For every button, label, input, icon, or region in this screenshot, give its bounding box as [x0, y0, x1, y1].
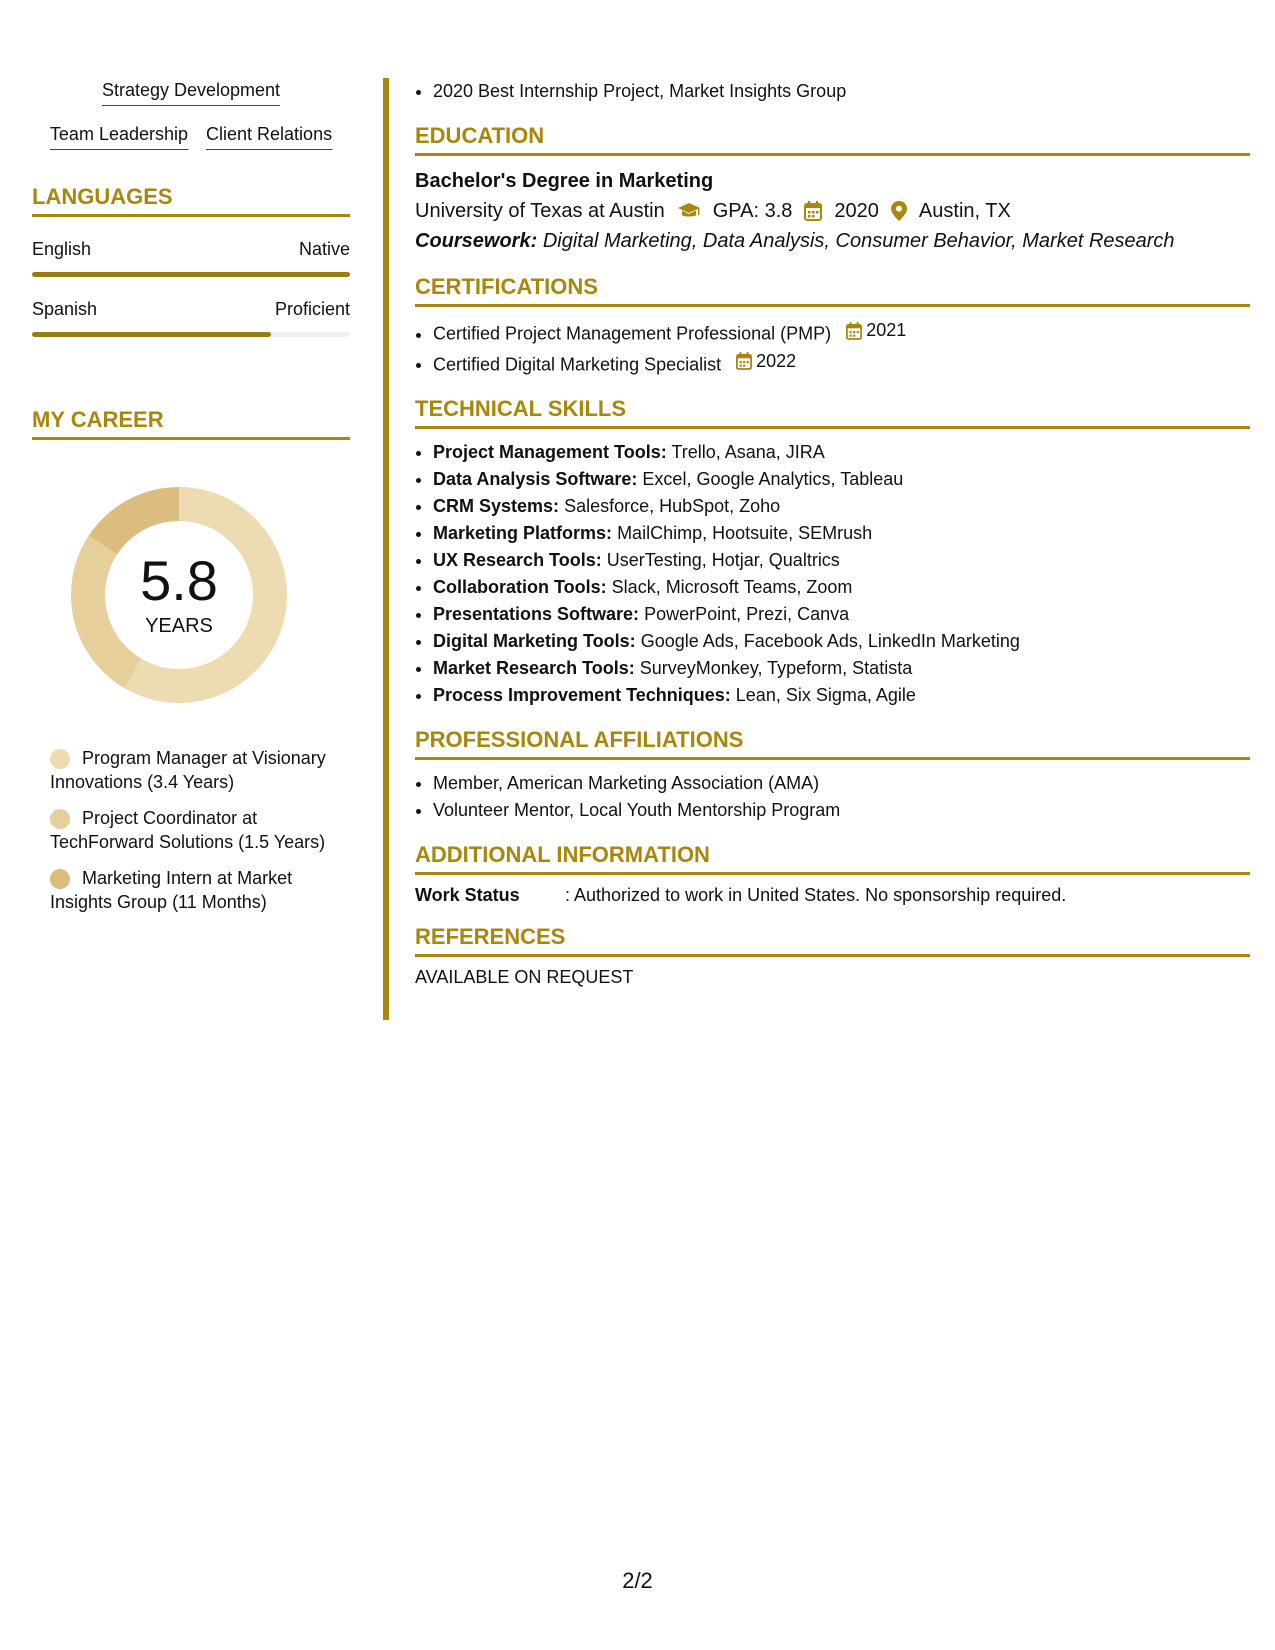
career-total-value: 5.8 [140, 548, 218, 612]
technical-skill-item [433, 601, 1250, 628]
education-degree: Bachelor's Degree in Marketing [415, 170, 714, 192]
certification-name: Certified Digital Marketing Specialist [433, 354, 722, 374]
technical-skill-item [433, 628, 1250, 655]
career-donut [64, 480, 294, 710]
skill-values: Slack, Microsoft Teams, Zoom [611, 577, 853, 597]
calendar-icon [846, 322, 862, 340]
page-number: 2/2 [622, 1568, 653, 1593]
additional-info-section [415, 842, 1250, 906]
column-divider [383, 78, 389, 1020]
technical-skill-item [433, 439, 1250, 466]
certifications-list [415, 317, 1250, 378]
language-name: English [32, 239, 92, 259]
donut-center [64, 480, 294, 710]
certification-year: 2021 [866, 320, 907, 340]
certification-year-wrap [736, 348, 796, 375]
skill-values: SurveyMonkey, Typeform, Statista [639, 658, 913, 678]
skill-values: Salesforce, HubSpot, Zoho [564, 496, 781, 516]
career-legend [50, 746, 340, 914]
skill-values: Google Ads, Facebook Ads, LinkedIn Marketing [640, 631, 1020, 651]
skill-values: MailChimp, Hootsuite, SEMrush [617, 523, 873, 543]
career-total-unit: YEARS [145, 614, 213, 637]
career-role-label: Project Coordinator at TechForward Solutions (1.5 Years) [50, 808, 326, 852]
education-coursework [415, 226, 1250, 256]
education-year: 2020 [834, 200, 879, 222]
skill-category: Market Research Tools: [433, 658, 635, 678]
career-section [32, 407, 350, 914]
technical-skills-list [415, 439, 1250, 709]
skill-tag: Strategy Development [102, 80, 280, 106]
references-section [415, 924, 1250, 988]
language-item [32, 239, 350, 277]
language-level: Native [298, 239, 350, 259]
certification-name: Certified Project Management Professional (PMP) [433, 323, 832, 344]
language-name: Spanish [32, 299, 98, 319]
language-item [32, 299, 350, 337]
language-bar [32, 332, 350, 337]
work-status-row [415, 885, 1250, 906]
calendar-icon [804, 201, 822, 221]
legend-dot-icon [50, 809, 70, 829]
education-location: Austin, TX [918, 200, 1011, 222]
education-details [415, 196, 1250, 226]
language-bar-fill [32, 272, 350, 277]
skills-tags [32, 80, 350, 150]
skill-values: PowerPoint, Prezi, Canva [644, 604, 850, 624]
technical-skill-item [433, 520, 1250, 547]
certification-item [433, 317, 1250, 348]
legend-dot-icon [50, 869, 70, 889]
affiliation-item: • Volunteer Mentor, Local Youth Mentorship Program [433, 797, 1250, 824]
technical-skill-item [433, 466, 1250, 493]
affiliations-title: PROFESSIONAL AFFILIATIONS [415, 727, 1250, 760]
languages-title: LANGUAGES [32, 184, 350, 217]
calendar-icon [736, 352, 752, 370]
certification-item [433, 348, 1250, 379]
coursework-label: Coursework: [415, 230, 538, 252]
language-level: Proficient [274, 299, 350, 319]
career-legend-item [50, 866, 340, 914]
technical-skill-item [433, 547, 1250, 574]
additional-info-title: ADDITIONAL INFORMATION [415, 842, 1250, 875]
technical-skill-item [433, 682, 1250, 709]
education-section [415, 123, 1250, 256]
technical-skill-item [433, 655, 1250, 682]
career-title: MY CAREER [32, 407, 350, 440]
skill-category: Project Management Tools: [433, 442, 667, 462]
technical-skill-item [433, 574, 1250, 601]
coursework-value: Digital Marketing, Data Analysis, Consumer Behavior, Market Research [542, 230, 1175, 252]
affiliations-section [415, 727, 1250, 824]
affiliation-item: • Member, American Marketing Association (AMA) [433, 770, 1250, 797]
references-title: REFERENCES [415, 924, 1250, 957]
technical-skills-title: TECHNICAL SKILLS [415, 396, 1250, 429]
skill-category: Presentations Software: [433, 604, 640, 624]
skill-category: Data Analysis Software: [433, 469, 638, 489]
skill-tag: Team Leadership [50, 124, 188, 150]
skill-category: Process Improvement Techniques: [433, 685, 731, 705]
career-role-label: Marketing Intern at Market Insights Group (11 Months) [50, 868, 293, 912]
certifications-section [415, 274, 1250, 378]
legend-dot-icon [50, 749, 70, 769]
certification-year: 2022 [756, 350, 797, 371]
skill-category: Collaboration Tools: [433, 577, 607, 597]
career-role-label: Program Manager at Visionary Innovations (3.4 Years) [50, 748, 326, 792]
skill-category: CRM Systems: [433, 496, 560, 516]
skill-category: Digital Marketing Tools: [433, 631, 636, 651]
award-item: • 2020 Best Internship Project, Market Insights Group [433, 78, 1250, 105]
technical-skills-section [415, 396, 1250, 709]
skill-category: Marketing Platforms: [433, 523, 613, 543]
language-bar-fill [32, 332, 271, 337]
languages-section [32, 184, 350, 337]
work-status-label: Work Status [415, 885, 520, 905]
skill-values: Trello, Asana, JIRA [671, 442, 825, 462]
awards-list [415, 78, 1250, 105]
education-title: EDUCATION [415, 123, 1250, 156]
career-legend-item [50, 746, 340, 794]
skill-category: UX Research Tools: [433, 550, 602, 570]
main-column [415, 78, 1250, 988]
career-legend-item [50, 806, 340, 854]
education-gpa: GPA: 3.8 [712, 200, 793, 222]
certifications-title: CERTIFICATIONS [415, 274, 1250, 307]
skill-values: UserTesting, Hotjar, Qualtrics [606, 550, 840, 570]
location-pin-icon [891, 201, 907, 221]
affiliations-list [415, 770, 1250, 824]
skill-tag: Client Relations [206, 124, 332, 150]
skill-values: Excel, Google Analytics, Tableau [642, 469, 904, 489]
references-text: AVAILABLE ON REQUEST [415, 967, 634, 987]
graduation-cap-icon [677, 202, 701, 220]
skill-values: Lean, Six Sigma, Agile [735, 685, 916, 705]
certification-year-wrap [846, 317, 906, 344]
language-bar [32, 272, 350, 277]
sidebar [32, 80, 350, 926]
work-status-value: : Authorized to work in United States. No sponsorship required. [565, 885, 1067, 905]
education-school: University of Texas at Austin [415, 200, 665, 222]
technical-skill-item [433, 493, 1250, 520]
